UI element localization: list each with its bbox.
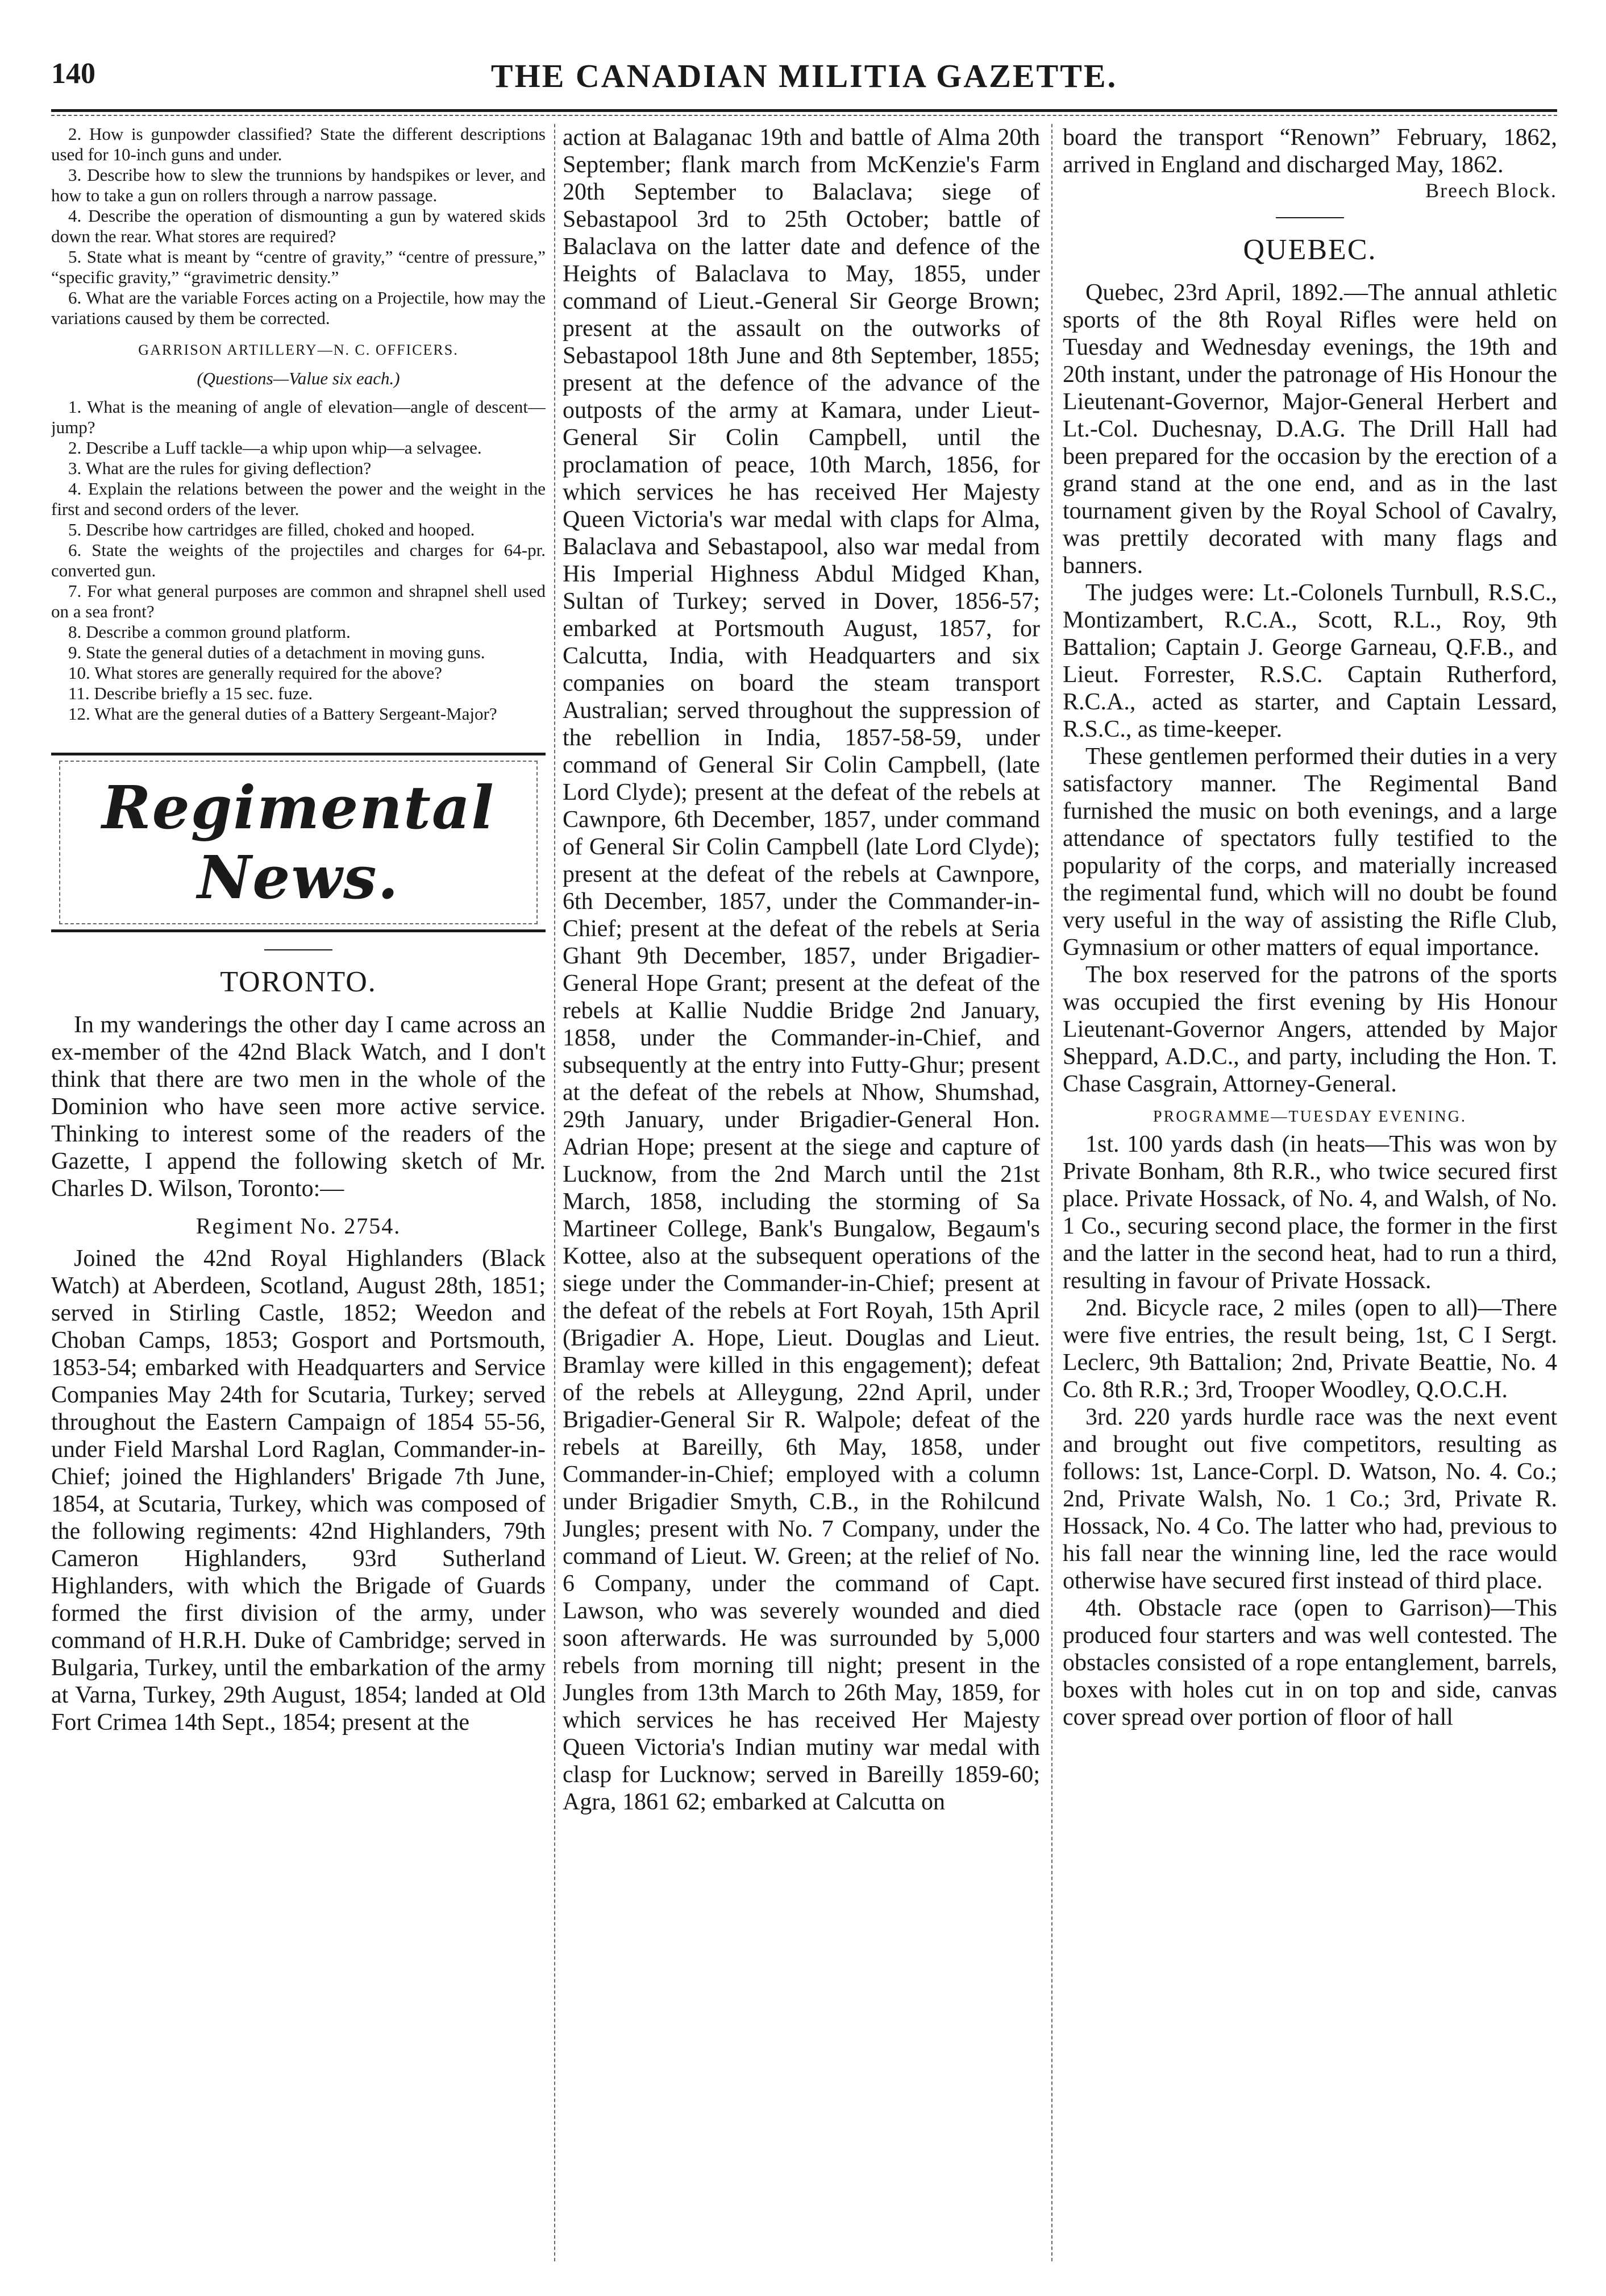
toronto-article — [51, 949, 546, 1736]
programme-heading: PROGRAMME—TUESDAY EVENING. — [1153, 1108, 1467, 1126]
event-result: 3rd. 220 yards hurdle race was the next event and brought out five competitors, resulting as follows: 1st, Lance-Corpl. D. Watson, No. 4. Co.; 2nd, Private Walsh, No. 1 Co.; 3rd, Private R. Hossack, No. 4 Co. The latter who had, previous to his fall near the winning line, led the race would otherwise have secured first instead of third place. — [1063, 1404, 1557, 1594]
page-header — [51, 57, 1557, 108]
regiment-number: Regiment No. 2754. — [195, 1213, 401, 1239]
column-middle — [563, 124, 1040, 2261]
question-item: 6. State the weights of the projectiles and charges for 64-pr. converted gun. — [51, 540, 546, 580]
quebec-heading: QUEBEC. — [1063, 217, 1557, 267]
question-item: 5. Describe how cartridges are filled, choked and hooped. — [68, 520, 475, 539]
question-item: 2. How is gunpowder classified? State the different descriptions used for 10-inch guns and under. — [51, 124, 546, 164]
toronto-heading: TORONTO. — [51, 949, 546, 999]
question-item: 7. For what general purposes are common and shrapnel shell used on a sea front? — [51, 581, 546, 621]
article-paragraph: Joined the 42nd Royal Highlanders (Black Watch) at Aberdeen, Scotland, August 28th, 1851; served in Stirling Castle, 1852; Weedon and Choban Camps, 1853; Gosport and Portsmouth, 1853-54; embarked with Headquarters and Service Companies May 24th for Scutaria, Turkey; served throughout the Eastern Campaign of 1854 55-56, under Field Marshal Lord Raglan, Commander-in-Chief; joined the Highlanders' Brigade 7th June, 1854, at Scutaria, Turkey, which was composed of the following regiments: 42nd Highlanders, 79th Cameron Highlanders, 93rd Sutherland Highlanders, with which the Brigade of Guards formed the first division of the army, under command of H.R.H. Duke of Cambridge; served in Bulgaria, Turkey, until the embarkation of the army at Varna, Turkey, 29th August, 1854; landed at Old Fort Crimea 14th Sept., 1854; present at the — [51, 1245, 546, 1736]
event-result: 1st. 100 yards dash (in heats—This was won by Private Bonham, 8th R.R., who twice secured first place. Private Hossack, of No. 4, and Walsh, of No. 1 Co., securing second place, the former in the first and the latter in the second heat, had to run a third, resulting in favour of Private Hossack. — [1063, 1131, 1557, 1294]
event-result: 2nd. Bicycle race, 2 miles (open to all)—There were five entries, the result being, 1st, C I Sergt. Leclerc, 9th Battalion; 2nd, Private Beattie, No. 4 Co. 8th R.R.; 3rd, Trooper Woodley, Q.O.C.H. — [1063, 1295, 1557, 1403]
event-result: 4th. Obstacle race (open to Garrison)—This produced four starters and was well contested. The obstacles consisted of a rope entanglement, barrels, boxes with holes cut in on top and side, canvas cover spread over portion of floor of hall — [1063, 1595, 1557, 1730]
article-paragraph: The box reserved for the patrons of the sports was occupied the first evening by His Honour Lieutenant-Governor Angers, attended by Major Sheppard, A.D.C., and party, including the Hon. T. Chase Casgrain, Attorney-General. — [1063, 962, 1557, 1097]
exam-questions-a — [51, 124, 546, 724]
article-paragraph: board the transport “Renown” February, 1862, arrived in England and discharged May, 1862. — [1063, 124, 1557, 178]
question-item: 5. State what is meant by “centre of gravity,” “centre of pressure,” “specific gravity,” “gravimetric density.” — [51, 247, 546, 287]
question-item: 8. Describe a common ground platform. — [68, 622, 351, 642]
exam-section-note: (Questions—Value six each.) — [197, 368, 400, 388]
article-paragraph: These gentlemen performed their duties in a very satisfactory manner. The Regimental Band furnished the music on both evenings, and a large attendance of spectators fully testified to the popularity of the corps, and materially increased the regimental fund, which will no doubt be found very useful in the way of assisting the Rifle Club, Gymnasium or other matters of equal importance. — [1063, 744, 1557, 961]
article-paragraph: In my wanderings the other day I came across an ex-member of the 42nd Black Watch, and I don't think that there are two men in the whole of the Dominion who have seen more active service. Thinking to interest some of the readers of the Gazette, I append the following sketch of Mr. Charles D. Wilson, Toronto:— — [51, 1012, 546, 1202]
column-divider — [554, 124, 555, 2261]
article-paragraph: The judges were: Lt.-Colonels Turnbull, R.S.C., Montizambert, R.C.A., Scott, R.L., Roy, 9th Battalion; Captain J. George Garneau, Q.F.B., and Lieut. Forrester, R.S.C. Captain Rutherford, R.C.A., acted as starter, and Captain Lessard, R.S.C., as time-keeper. — [1063, 580, 1557, 742]
regimental-news-banner: Regimental News. — [51, 753, 546, 932]
question-item: 2. Describe a Luff tackle—a whip upon whip—a selvagee. — [68, 438, 482, 458]
article-paragraph: action at Balaganac 19th and battle of Alma 20th September; flank march from McKenzie's Farm 20th September to Balaclava; siege of Sebastapool 3rd to 25th October; battle of Balaclava on the latter date and defence of the Heights of Balaclava to May, 1855, under command of Lieut.-General Sir George Brown; present at the assault on the outworks of Sebastapool 18th June and 8th September, 1855; present at the defence of the advance of the outposts of the army at Kamara, under Lieut-General Sir Colin Campbell, until the proclamation of peace, 10th March, 1856, for which services he has received Her Majesty Queen Victoria's war medal with claps for Alma, Balaclava and Sebastapool, also war medal from His Imperial Highness Abdul Midged Khan, Sultan of Turkey; served in Dover, 1856-57; embarked at Portsmouth August, 1857, for Calcutta, India, with Headquarters and six companies on board the steam transport Australian; served throughout the suppression of the rebellion in India, 1857-58-59, under command of General Sir Colin Campbell, (late Lord Clyde); present at the defeat of the rebels at Cawnpore, 6th December, 1857, under command of General Sir Colin Campbell (late Lord Clyde); present at the defeat of the rebels at Cawnpore, 6th December, 1857, under the Commander-in-Chief; present at the defeat of the rebels at Seria Ghant 9th December, 1857, under Brigadier-General Hope Grant; present at the defeat of the rebels at Kallie Nuddie Bridge 2nd January, 1858, under the Commander-in-Chief, and subsequently at the entry into Futty-Ghur; present at the defeat of the rebels at Nhow, Shumshad, 29th January, under Brigadier-General Hon. Adrian Hope; present at the siege and capture of Lucknow, from the 2nd March until the 21st March, 1858, including the storming of Sa Martineer College, Bank's Bungalow, Begaum's Kottee, also at the subsequent operations of the siege under the Commander-in-Chief; present at the defeat of the rebels at Fort Royah, 15th April (Brigadier A. Hope, Lieut. Douglas and Lieut. Bramlay were killed in this engagement); defeat of the rebels at Alleygung, 22nd April, under Brigadier-General Sir R. Walpole; defeat of the rebels at Bareilly, 6th May, 1858, under Commander-in-Chief; employed with a column under Brigadier Smyth, C.B., in the Rohilcund Jungles; present with No. 7 Company, under the command of Lieut. W. Green; at the relief of No. 6 Company, under the command of Capt. Lawson, who was severely wounded and died soon afterwards. He was surrounded by 5,000 rebels from morning till night; present in the Jungles from 13th March to 26th May, 1859, for which services he has received Her Majesty Queen Victoria's Indian mutiny war medal with clasp for Lucknow; served in Bareilly 1859-60; Agra, 1861 62; embarked at Calcutta on — [563, 124, 1040, 1815]
question-item: 3. What are the rules for giving deflection? — [68, 458, 372, 478]
author-signature: Breech Block. — [1425, 179, 1557, 202]
question-item: 10. What stores are generally required for the above? — [68, 663, 442, 683]
question-item: 6. What are the variable Forces acting on a Projectile, how may the variations caused by them be corrected. — [51, 288, 546, 328]
question-item: 9. State the general duties of a detachment in moving guns. — [68, 642, 485, 662]
question-item: 4. Describe the operation of dismounting a gun by watered skids down the rear. What stores are required? — [51, 206, 546, 246]
question-item: 11. Describe briefly a 15 sec. fuze. — [68, 683, 313, 703]
column-left — [51, 124, 546, 2261]
column-divider — [1051, 124, 1052, 2261]
header-rule — [51, 109, 1557, 116]
question-item: 1. What is the meaning of angle of elevation—angle of descent—jump? — [51, 397, 546, 437]
masthead-title: THE CANADIAN MILITIA GAZETTE. — [490, 57, 1118, 94]
question-item: 3. Describe how to slew the trunnions by handspikes or lever, and how to take a gun on rollers through a narrow passage. — [51, 165, 546, 205]
exam-section-title: GARRISON ARTILLERY—N. C. OFFICERS. — [138, 342, 459, 358]
page-number: 140 — [51, 57, 95, 90]
column-right — [1063, 124, 1557, 2261]
question-item: 4. Explain the relations between the power and the weight in the first and second orders of the lever. — [51, 479, 546, 519]
question-item: 12. What are the general duties of a Battery Sergeant-Major? — [68, 704, 497, 724]
article-paragraph: Quebec, 23rd April, 1892.—The annual athletic sports of the 8th Royal Rifles were held on Tuesday and Wednesday evenings, the 19th and 20th instant, under the patronage of His Honour the Lieutenant-Governor, Major-General Herbert and Lt.-Col. Duchesnay, D.A.G. The Drill Hall had been prepared for the occasion by the erection of a grand stand at the one end, and as in the last tournament given by the Royal School of Cavalry, was prettily decorated with many flags and banners. — [1063, 280, 1557, 579]
